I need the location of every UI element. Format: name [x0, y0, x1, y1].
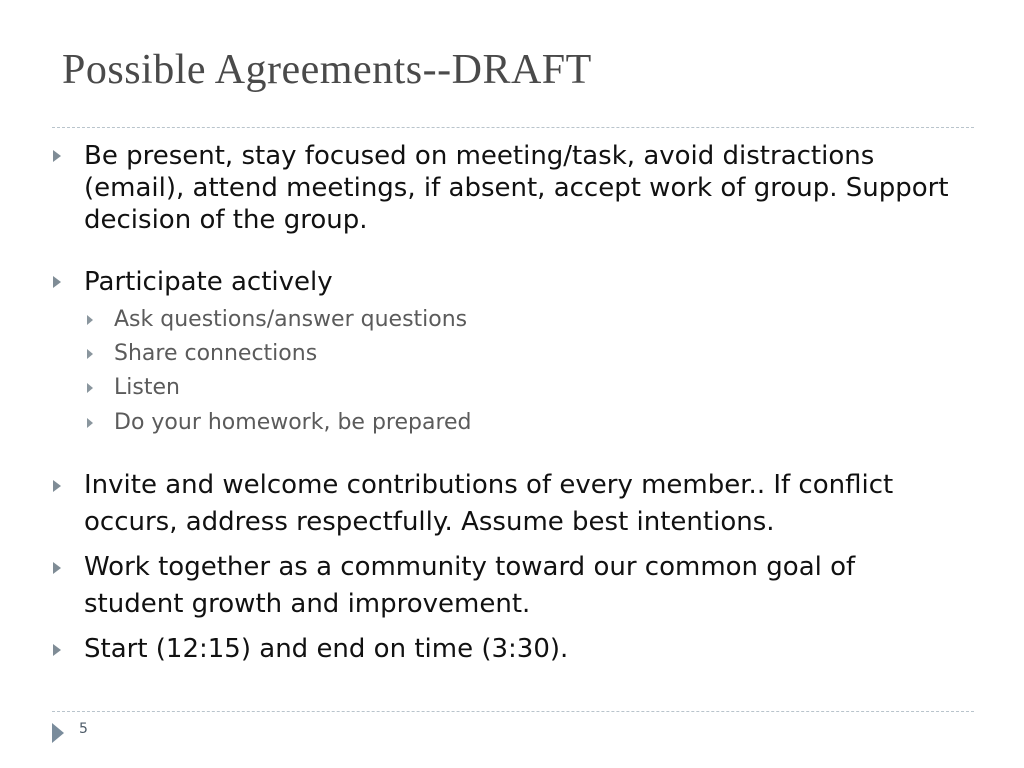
bullet-2-triangle-icon [53, 276, 61, 288]
bullet-3-text: Invite and welcome contributions of every member.. If conflict occurs, address respectfully. Assume best intentions. [84, 470, 894, 537]
bullet-1-triangle-icon [53, 150, 61, 162]
sub-bullet-1-triangle-icon [87, 315, 93, 325]
footer-divider [52, 711, 974, 712]
sub-bullet-2-triangle-icon [87, 349, 93, 359]
sub-bullet-3-triangle-icon [87, 383, 93, 393]
bullet-1-text: Be present, stay focused on meeting/task, avoid distractions (email), attend meetings, if absent, accept work of group. Support decision of the group. [84, 141, 949, 235]
bullet-5 [84, 631, 954, 668]
sub-bullet-4: Do your homework, be prepared [114, 410, 472, 435]
bullet-4-triangle-icon [53, 562, 61, 574]
footer-triangle-icon [52, 723, 64, 743]
sub-bullet-3: Listen [114, 375, 180, 400]
title-divider [52, 127, 974, 128]
slide-title: Possible Agreements--DRAFT [62, 47, 592, 93]
page-number: 5 [79, 721, 88, 737]
bullet-2 [84, 266, 954, 298]
sub-bullet-2: Share connections [114, 341, 318, 366]
bullet-4-text: Work together as a community toward our common goal of student growth and improvement. [84, 552, 856, 619]
bullet-3 [84, 467, 954, 541]
bullet-4 [84, 549, 954, 623]
bullet-5-text: Start (12:15) and end on time (3:30). [84, 634, 569, 664]
sub-bullet-1: Ask questions/answer questions [114, 307, 468, 332]
bullet-5-triangle-icon [53, 644, 61, 656]
sub-bullet-4-triangle-icon [87, 418, 93, 428]
bullet-2-text: Participate actively [84, 267, 333, 297]
bullet-3-triangle-icon [53, 480, 61, 492]
bullet-1 [84, 140, 954, 236]
